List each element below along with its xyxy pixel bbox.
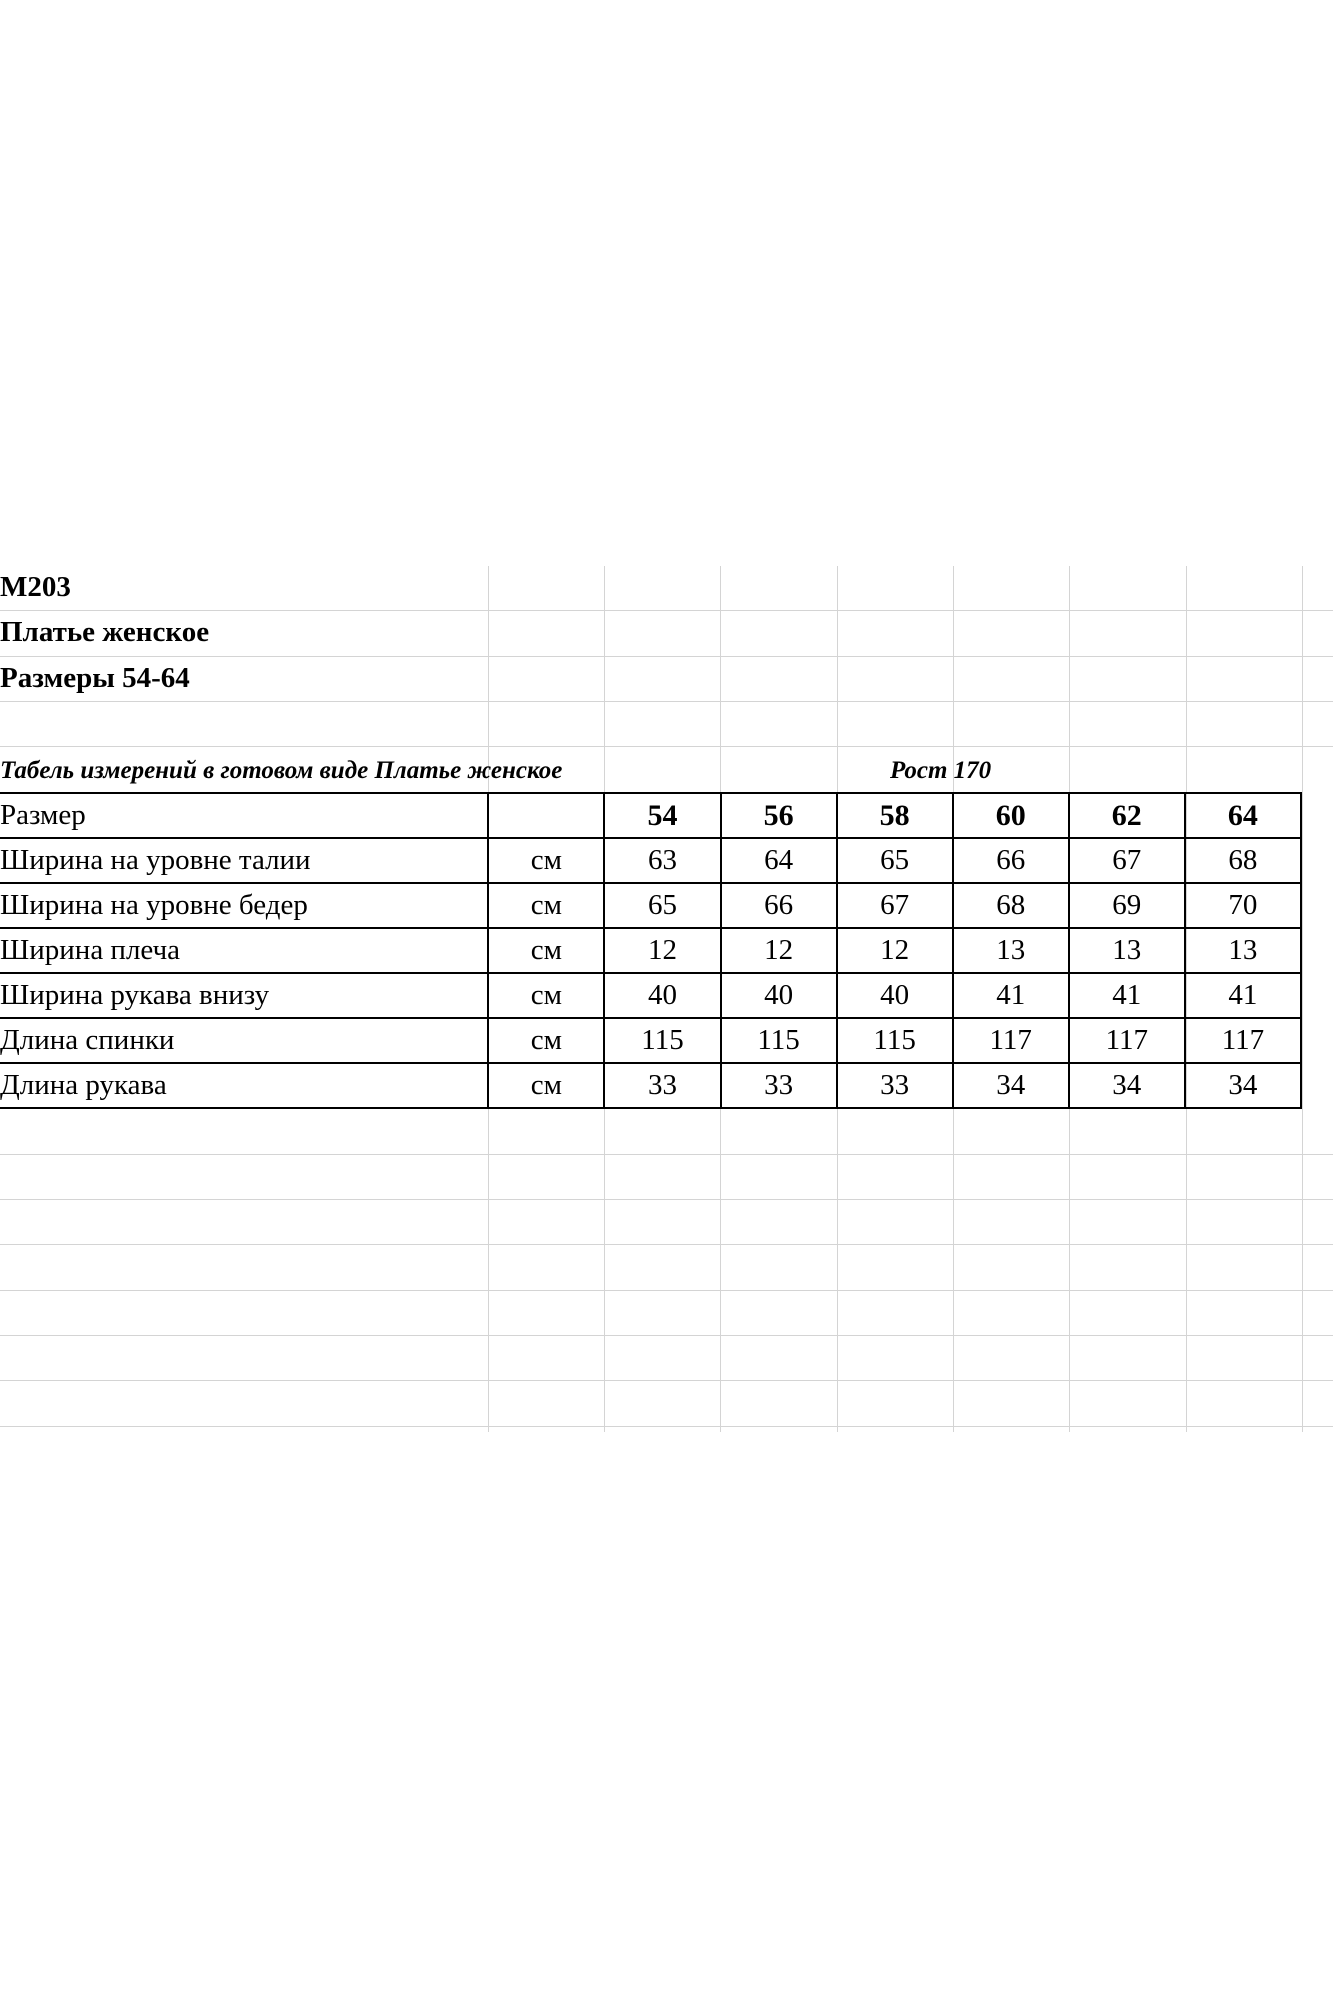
table-row — [0, 1063, 1301, 1108]
measurement-label: Ширина на уровне бедер — [0, 883, 488, 928]
table-row — [0, 973, 1301, 1018]
value-cell: 68 — [953, 883, 1069, 928]
measurement-label: Длина рукава — [0, 1063, 488, 1108]
value-cell: 33 — [837, 1063, 953, 1108]
grid-line — [0, 1199, 1333, 1200]
model-code: М203 — [0, 571, 71, 603]
size-cell: 58 — [837, 793, 953, 838]
value-cell: 12 — [721, 928, 837, 973]
height-label: Рост 170 — [890, 757, 992, 784]
value-cell: 67 — [837, 883, 953, 928]
value-cell: 64 — [721, 838, 837, 883]
value-cell: 66 — [953, 838, 1069, 883]
value-cell: 70 — [1185, 883, 1301, 928]
value-cell: 33 — [604, 1063, 720, 1108]
value-cell: 67 — [1069, 838, 1185, 883]
value-cell: 65 — [604, 883, 720, 928]
value-cell: 115 — [721, 1018, 837, 1063]
value-cell: 117 — [1185, 1018, 1301, 1063]
value-cell: 41 — [953, 973, 1069, 1018]
unit-cell: см — [488, 838, 604, 883]
grid-line — [0, 1154, 1333, 1155]
value-cell: 66 — [721, 883, 837, 928]
measurement-label: Ширина плеча — [0, 928, 488, 973]
value-cell: 63 — [604, 838, 720, 883]
measurements-table — [0, 792, 1302, 1109]
table-row — [0, 883, 1301, 928]
product-name: Платье женское — [0, 616, 210, 648]
value-cell: 33 — [721, 1063, 837, 1108]
size-cell: 60 — [953, 793, 1069, 838]
size-header-row — [0, 793, 1301, 838]
grid-line — [0, 1380, 1333, 1381]
value-cell: 13 — [1069, 928, 1185, 973]
size-header-label: Размер — [0, 793, 488, 838]
value-cell: 12 — [604, 928, 720, 973]
table-row — [0, 928, 1301, 973]
unit-cell: см — [488, 928, 604, 973]
value-cell: 13 — [1185, 928, 1301, 973]
measurement-label: Длина спинки — [0, 1018, 488, 1063]
unit-cell: см — [488, 973, 604, 1018]
value-cell: 13 — [953, 928, 1069, 973]
table-row — [0, 838, 1301, 883]
table-row — [0, 1018, 1301, 1063]
size-cell: 62 — [1069, 793, 1185, 838]
measurement-label: Ширина на уровне талии — [0, 838, 488, 883]
grid-line — [0, 746, 1333, 747]
value-cell: 40 — [604, 973, 720, 1018]
value-cell: 65 — [837, 838, 953, 883]
value-cell: 12 — [837, 928, 953, 973]
unit-cell: см — [488, 1063, 604, 1108]
grid-line — [1302, 566, 1303, 1432]
value-cell: 69 — [1069, 883, 1185, 928]
value-cell: 34 — [1185, 1063, 1301, 1108]
value-cell: 40 — [837, 973, 953, 1018]
value-cell: 115 — [604, 1018, 720, 1063]
grid-line — [0, 1335, 1333, 1336]
grid-line — [0, 1426, 1333, 1427]
unit-cell: см — [488, 1018, 604, 1063]
size-cell: 56 — [721, 793, 837, 838]
value-cell: 40 — [721, 973, 837, 1018]
unit-header-cell — [488, 793, 604, 838]
grid-line — [0, 656, 1333, 657]
grid-line — [0, 1244, 1333, 1245]
value-cell: 115 — [837, 1018, 953, 1063]
value-cell: 117 — [1069, 1018, 1185, 1063]
value-cell: 34 — [1069, 1063, 1185, 1108]
unit-cell: см — [488, 883, 604, 928]
value-cell: 41 — [1185, 973, 1301, 1018]
grid-line — [0, 701, 1333, 702]
value-cell: 68 — [1185, 838, 1301, 883]
table-title: Табель измерений в готовом виде Платье женское — [0, 757, 563, 784]
grid-line — [0, 1290, 1333, 1291]
measurement-label: Ширина рукава внизу — [0, 973, 488, 1018]
size-cell: 54 — [604, 793, 720, 838]
size-cell: 64 — [1185, 793, 1301, 838]
value-cell: 117 — [953, 1018, 1069, 1063]
value-cell: 41 — [1069, 973, 1185, 1018]
value-cell: 34 — [953, 1063, 1069, 1108]
size-range: Размеры 54-64 — [0, 662, 190, 694]
